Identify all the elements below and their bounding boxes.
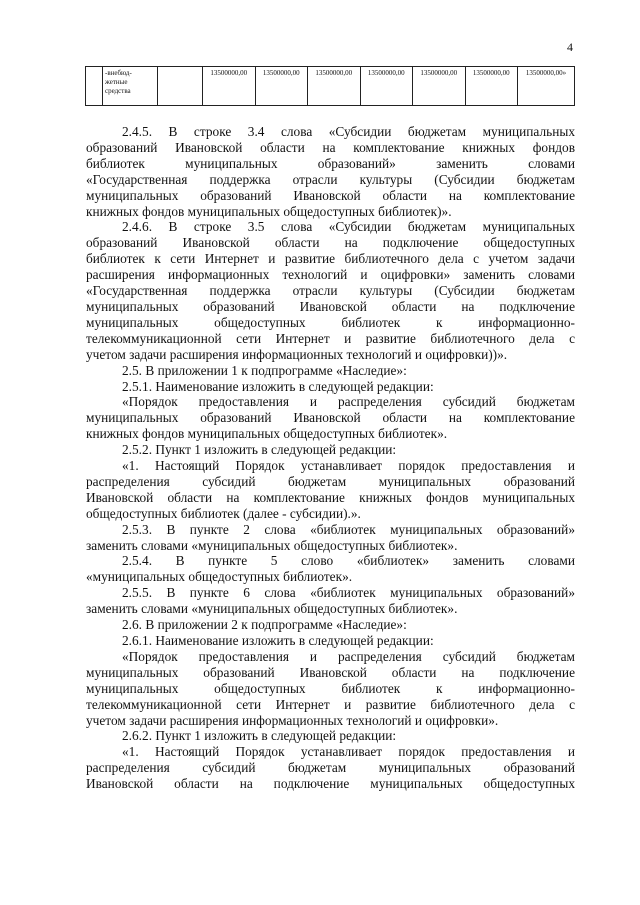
text-line: образований Ивановской области на комплектование книжных фондов bbox=[86, 139, 575, 155]
text-line: книжных фондов муниципальных общедоступных библиотек)». bbox=[86, 203, 452, 219]
text-line: 2.5.5. В пункте 6 слова «библиотек муниципальных образований» bbox=[122, 585, 575, 601]
table-cell-value: 13500000,00 bbox=[255, 67, 308, 106]
text-line: телекоммуникационной сети Интернет и развитие библиотечного дела с bbox=[86, 696, 575, 712]
text-line: библиотек к сети Интернет и развитие библиотечного дела с учетом задачи bbox=[86, 251, 575, 267]
text-line: «муниципальных общедоступных библиотек». bbox=[86, 569, 353, 585]
text-line: 2.5.2. Пункт 1 изложить в следующей редакции: bbox=[122, 442, 397, 458]
table-cell-value: 13500000,00 bbox=[308, 67, 361, 106]
text-line: 2.4.6. В строке 3.5 слова «Субсидии бюджетам муниципальных bbox=[122, 219, 575, 235]
text-line: общедоступных библиотек (далее - субсидии).». bbox=[86, 505, 361, 521]
text-line: учетом задачи расширения информационных технологий и оцифровки». bbox=[86, 712, 499, 728]
document-body bbox=[86, 124, 575, 792]
text-line: распределения субсидий бюджетам муниципальных образований bbox=[86, 473, 575, 489]
page-number: 4 bbox=[567, 40, 573, 54]
text-line: муниципальных образований Ивановской области на подключение bbox=[86, 298, 575, 314]
text-line: «Государственная поддержка отрасли культуры (Субсидии бюджетам bbox=[86, 171, 575, 187]
text-line: 2.5. В приложении 1 к подпрограмме «Наследие»: bbox=[122, 362, 407, 378]
table-row bbox=[86, 67, 575, 106]
table-cell-empty bbox=[86, 67, 103, 106]
budget-table-fragment bbox=[85, 66, 575, 106]
text-line: 2.6.2. Пункт 1 изложить в следующей редакции: bbox=[122, 728, 397, 744]
text-line: муниципальных образований Ивановской области на комплектование bbox=[86, 187, 575, 203]
text-line: «Порядок предоставления и распределения субсидий бюджетам bbox=[122, 648, 575, 664]
text-line: телекоммуникационной сети Интернет и развитие библиотечного дела с bbox=[86, 330, 575, 346]
table-cell-value: 13500000,00 bbox=[465, 67, 518, 106]
text-line: «1. Настоящий Порядок устанавливает порядок предоставления и bbox=[122, 744, 575, 760]
text-line: 2.5.1. Наименование изложить в следующей редакции: bbox=[122, 378, 434, 394]
table-cell-value: 13500000,00 bbox=[413, 67, 466, 106]
text-line: Ивановской области на комплектование книжных фондов муниципальных bbox=[86, 489, 575, 505]
text-line: «1. Настоящий Порядок устанавливает порядок предоставления и bbox=[122, 458, 575, 474]
table-cell-value: 13500000,00 bbox=[203, 67, 256, 106]
table-cell-value: 13500000,00 bbox=[360, 67, 413, 106]
text-line: расширения информационных технологий и оцифровки» заменить словами bbox=[86, 267, 575, 283]
table-row-label: -внебюд- жетные средства bbox=[103, 67, 158, 106]
text-line: образований Ивановской области на подключение общедоступных bbox=[86, 235, 575, 251]
table-cell-value: 13500000,00» bbox=[518, 67, 575, 106]
text-line: Ивановской области на подключение муниципальных общедоступных bbox=[86, 776, 575, 792]
text-line: 2.6. В приложении 2 к подпрограмме «Наследие»: bbox=[122, 617, 407, 633]
text-line: 2.4.5. В строке 3.4 слова «Субсидии бюджетам муниципальных bbox=[122, 124, 575, 139]
text-line: «Порядок предоставления и распределения субсидий бюджетам bbox=[122, 394, 575, 410]
text-line: книжных фондов муниципальных общедоступных библиотек». bbox=[86, 426, 448, 442]
text-line: заменить словами «муниципальных общедоступных библиотек». bbox=[86, 537, 458, 553]
table-cell-empty bbox=[158, 67, 203, 106]
text-line: распределения субсидий бюджетам муниципальных образований bbox=[86, 760, 575, 776]
text-line: муниципальных общедоступных библиотек к информационно- bbox=[86, 314, 575, 330]
text-line: 2.5.4. В пункте 5 слово «библиотек» заменить словами bbox=[122, 553, 575, 569]
text-line: муниципальных образований Ивановской области на комплектование bbox=[86, 410, 575, 426]
text-line: учетом задачи расширения информационных технологий и оцифровки))». bbox=[86, 346, 508, 362]
text-line: муниципальных общедоступных библиотек к информационно- bbox=[86, 680, 575, 696]
text-line: 2.6.1. Наименование изложить в следующей редакции: bbox=[122, 633, 434, 648]
text-line: заменить словами «муниципальных общедоступных библиотек». bbox=[86, 601, 458, 617]
text-line: муниципальных образований Ивановской области на подключение bbox=[86, 664, 575, 680]
text-line: 2.5.3. В пункте 2 слова «библиотек муниципальных образований» bbox=[122, 521, 575, 537]
text-line: библиотек муниципальных образований» заменить словами bbox=[86, 155, 575, 171]
text-line: «Государственная поддержка отрасли культуры (Субсидии бюджетам bbox=[86, 283, 575, 299]
